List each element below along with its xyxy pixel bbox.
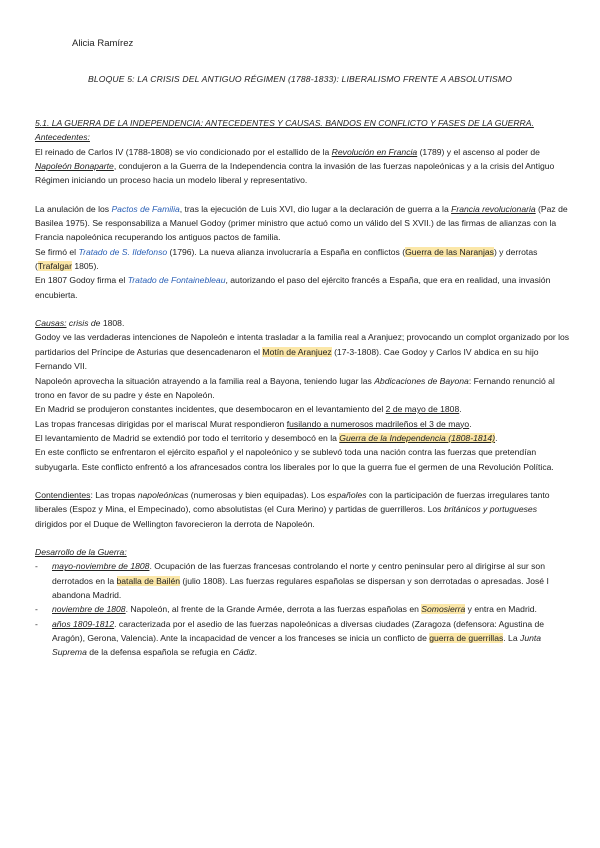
causas-paragraph-6: En este conflicto se enfrentaron el ejército español y el napoleónico y se sublevó toda una nación contra las fuerzas que pretendían subyugarla. Este conflicto enfrentó a los afrancesados contra los liberales por lo que la guerra fue el germen de una Revolución Política.	[35, 447, 554, 472]
causas-paragraph-2: Napoleón aprovecha la situación atrayendo a la familia real a Bayona, teniendo lugar las Abdicaciones de Bayona: Fernando renunció al trono en favor de su padre y éste en Napoleón.	[35, 375, 555, 400]
highlight-bailen: batalla de Bailén	[116, 575, 181, 586]
term-tratado-fontainebleau: Tratado de Fontainebleau	[127, 275, 226, 286]
highlight-guerra-independencia: Guerra de la Independencia (1808-1814)	[339, 432, 496, 443]
contendientes-heading: Contendientes	[35, 489, 91, 500]
contendientes-paragraph: Contendientes: Las tropas napoleónicas (numerosas y bien equipadas). Los españoles con la participación de fuerzas irregulares tanto liberales (Espoz y Mina, el Empecinado), como absolutistas (el Cura Merino) y partidas de guerrilleros. Los británicos y portugueses dirigidos por el Duque de Wellington favorecieron la derrota de Napoleón.	[35, 489, 550, 529]
highlight-guerrillas: guerra de guerrillas	[429, 633, 504, 643]
antecedentes-heading: Antecedentes:	[35, 132, 90, 143]
causas-paragraph-5: El levantamiento de Madrid se extendió por todo el territorio y desembocó en la Guerra de la Independencia (1808-1814).	[35, 432, 498, 443]
desarrollo-list	[35, 559, 570, 659]
term-fusilamientos: fusilando a numerosos madrileños el 3 de mayo	[286, 418, 470, 429]
highlight-guerra-naranjas: Guerra de las Naranjas	[405, 246, 494, 257]
term-napoleon: Napoleón Bonaparte	[35, 161, 114, 172]
document-body	[35, 116, 570, 660]
antecedentes-paragraph-2: La anulación de los Pactos de Familia, tras la ejecución de Luis XVI, dio lugar a la declaración de guerra a la Francia revolucionaria (Paz de Basilea 1975). Se responsabiliza a Manuel Godoy (primer ministro que actuó como un válido del S XVII.) de las firmas de alianzas con la Francia napoleónica recuperando los antiguos pactos de familia.	[35, 203, 568, 243]
antecedentes-paragraph-4: En 1807 Godoy firma el Tratado de Fontainebleau, autorizando el paso del ejército francés a España, que era en realidad, una invasión encubierta.	[35, 275, 551, 300]
list-item: - años 1809-1812. caracterizada por el asedio de las fuerzas napoleónicas a diversas ciudades (Zaragoza (defensora: Agustina de Aragón), Gerona, Valencia). Ante la incapacidad de vencer a los franceses se inicia un conflicto de guerra de guerrillas. La Junta Suprema de la defensa española se refugia en Cádiz.	[35, 617, 570, 660]
term-tratado-ildefonso: Tratado de S. Ildefonso	[78, 246, 168, 257]
list-item: - mayo-noviembre de 1808. Ocupación de las fuerzas francesas controlando el norte y centro peninsular pero al dirigirse al sur son derrotados en la batalla de Bailén (julio 1808). Las fuerzas regulares españolas se dispersan y son derrotadas o apresadas. José I abandona Madrid.	[35, 559, 570, 602]
section-heading: 5.1. LA GUERRA DE LA INDEPENDENCIA: ANTECEDENTES Y CAUSAS. BANDOS EN CONFLICTO Y FASES DE LA GUERRA.	[35, 118, 534, 128]
causas-heading: Causas:	[35, 318, 67, 329]
antecedentes-paragraph-3: Se firmó el Tratado de S. Ildefonso (1796). La nueva alianza involucraría a España en conflictos (Guerra de las Naranjas) y derrotas (Trafalgar 1805).	[35, 246, 538, 272]
causas-heading-line: Causas: crisis de 1808.	[35, 318, 125, 329]
causas-paragraph-3: En Madrid se produjeron constantes incidentes, que desembocaron en el levantamiento del 2 de mayo de 1808.	[35, 404, 462, 415]
highlight-motin-aranjuez: Motín de Aranjuez	[262, 346, 332, 357]
antecedentes-paragraph-1: El reinado de Carlos IV (1788-1808) se vio condicionado por el estallido de la Revolución en Francia (1789) y el ascenso al poder de Napoleón Bonaparte, condujeron a la Guerra de la Independencia contra la invasión de las fuerzas napoleónicas y a la crisis del Antiguo Régimen iniciando un proceso hacia un modelo liberal y representativo.	[35, 146, 555, 186]
term-pactos-familia: Pactos de Familia	[111, 203, 180, 214]
document-title: BLOQUE 5: LA CRISIS DEL ANTIGUO RÉGIMEN (1788-1833): LIBERALISMO FRENTE A ABSOLUTISMO	[87, 74, 513, 84]
term-francia-revolucionaria: Francia revolucionaria	[451, 203, 536, 214]
link-revolucion-francia: Revolución en Francia	[331, 146, 418, 157]
author-name: Alicia Ramírez	[72, 38, 134, 49]
desarrollo-heading: Desarrollo de la Guerra:	[35, 546, 127, 557]
term-2-mayo: 2 de mayo de 1808	[385, 404, 460, 415]
highlight-somosierra: Somosierra	[421, 604, 466, 615]
causas-paragraph-1: Godoy ve las verdaderas intenciones de Napoleón e intenta trasladar a la familia real a Aranjuez; provocando un complot organizado por los partidarios del Príncipe de Asturias que desencadenaron el Motín de Aranjuez (17-3-1808). Cae Godoy y Carlos IV abdica en su hijo Fernando VII.	[35, 332, 570, 372]
list-item: - noviembre de 1808. Napoleón, al frente de la Grande Armée, derrota a las fuerzas españolas en Somosierra y entra en Madrid.	[35, 602, 570, 616]
highlight-trafalgar: Trafalgar	[37, 261, 72, 272]
causas-paragraph-4: Las tropas francesas dirigidas por el mariscal Murat respondieron fusilando a numerosos madrileños el 3 de mayo.	[35, 418, 472, 429]
